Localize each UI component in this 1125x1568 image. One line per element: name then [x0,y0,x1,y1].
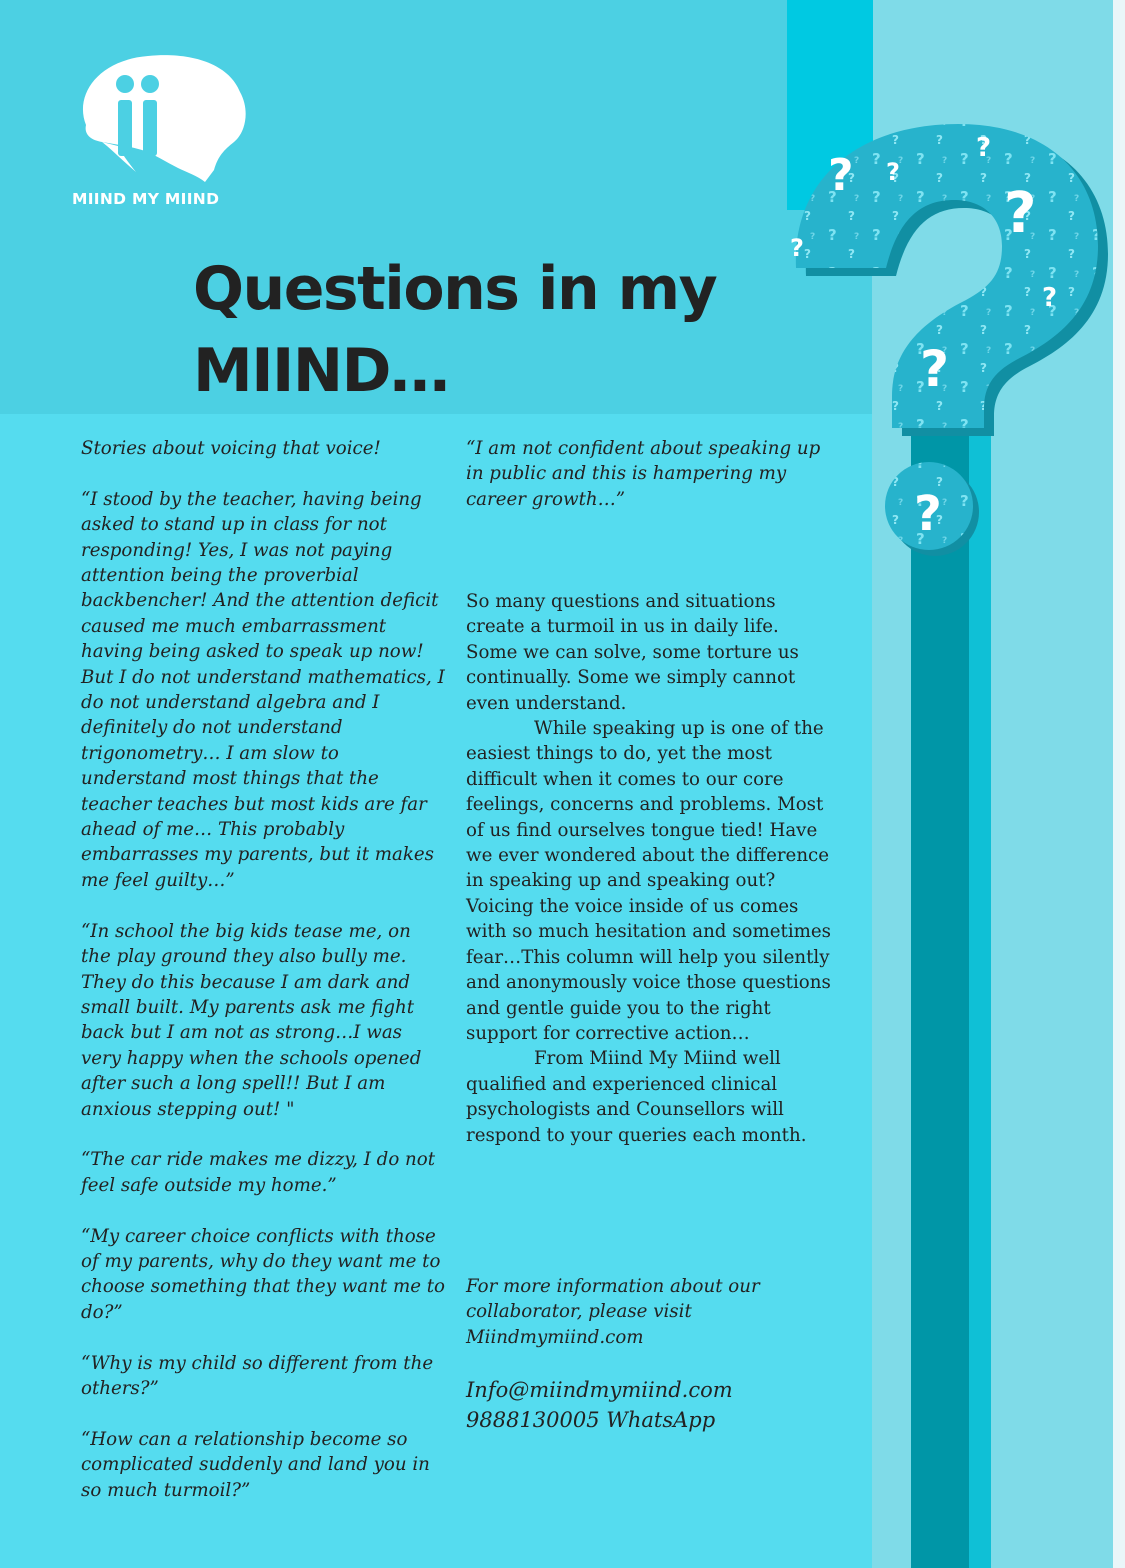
story-paragraph: “My career choice conflicts with those of my parents, why do they want me to choose something that they want me to do?” [81,1225,446,1323]
page-title [193,248,716,412]
story-paragraph: “In school the big kids tease me, on the play ground they also bully me. They do this because I am dark and small built. My parents ask me fight back but I am not as strong…I was very happy when the schools opened after such a long spell!! But I am anxious stepping out! " [81,920,422,1120]
story-paragraph: “I stood by the teacher, having being asked to stand up in class for not responding! Yes, I was not paying attention being the proverbial backbencher! And the attention deficit caused me much embarrassment having being asked to speak up now! But I do not understand mathematics, I do not understand algebra and I definitely do not understand trigonometry… I am slow to understand most things that the teacher teaches but most kids are far ahead of me… This probably embarrasses my parents, but it makes me feel guilty…” [81,488,445,891]
title-line-1: Questions in my [193,254,717,324]
svg-text:?: ? [886,158,900,186]
svg-text:?: ? [1042,283,1058,313]
right-body [466,589,836,1148]
svg-text:?: ? [828,150,854,201]
body-paragraph: While speaking up is one of the easiest things to do, yet the most difficult when it comes to our core feelings, concerns and problems. Most of us find ourselves tongue tied! Have we ever wondered about the difference in speaking up and speaking out? Voicing the voice inside of us comes with so much hesitation and sometimes fear…This column will help you silently and anonymously voice those questions and gentle guide you to the right support for corrective action… [466,718,831,1044]
logo-wordmark: MIIND MY MIIND [72,190,220,208]
story-paragraph: “Why is my child so different from the others?” [81,1352,434,1399]
contact-phone[interactable]: 9888130005 WhatsApp [466,1408,716,1432]
story-paragraph: “How can a relationship become so complicated suddenly and land you in so much turmoil?” [81,1428,430,1501]
left-column [81,436,446,1528]
right-quote: “I am not confident about speaking up in public and this is hampering my career growth…” [466,438,821,510]
intro-text: Stories about voicing that voice! [81,438,381,459]
contact-block [466,1375,826,1435]
svg-text:?: ? [1004,181,1037,246]
body-paragraph: So many questions and situations create a turmoil in us in daily life. Some we can solve, some torture us continually. Some we simply cannot even understand. [466,591,799,714]
lower-accent-bar [911,430,991,1568]
svg-text:?: ? [920,340,950,398]
svg-text:?: ? [790,234,804,262]
body-paragraph: From Miind My Miind well qualified and experienced clinical psychologists and Counsellors will respond to your queries each month. [466,1048,807,1146]
info-text: For more information about our collaborator, please visit Miindmymiind.com [466,1276,760,1348]
contact-email[interactable]: Info@miindmymiind.com [466,1378,733,1402]
story-paragraph: “The car ride makes me dizzy, I do not feel safe outside my home.” [81,1149,436,1196]
svg-text:?: ? [914,486,942,542]
svg-text:?: ? [976,133,992,163]
title-line-2: MIIND… [193,336,449,406]
